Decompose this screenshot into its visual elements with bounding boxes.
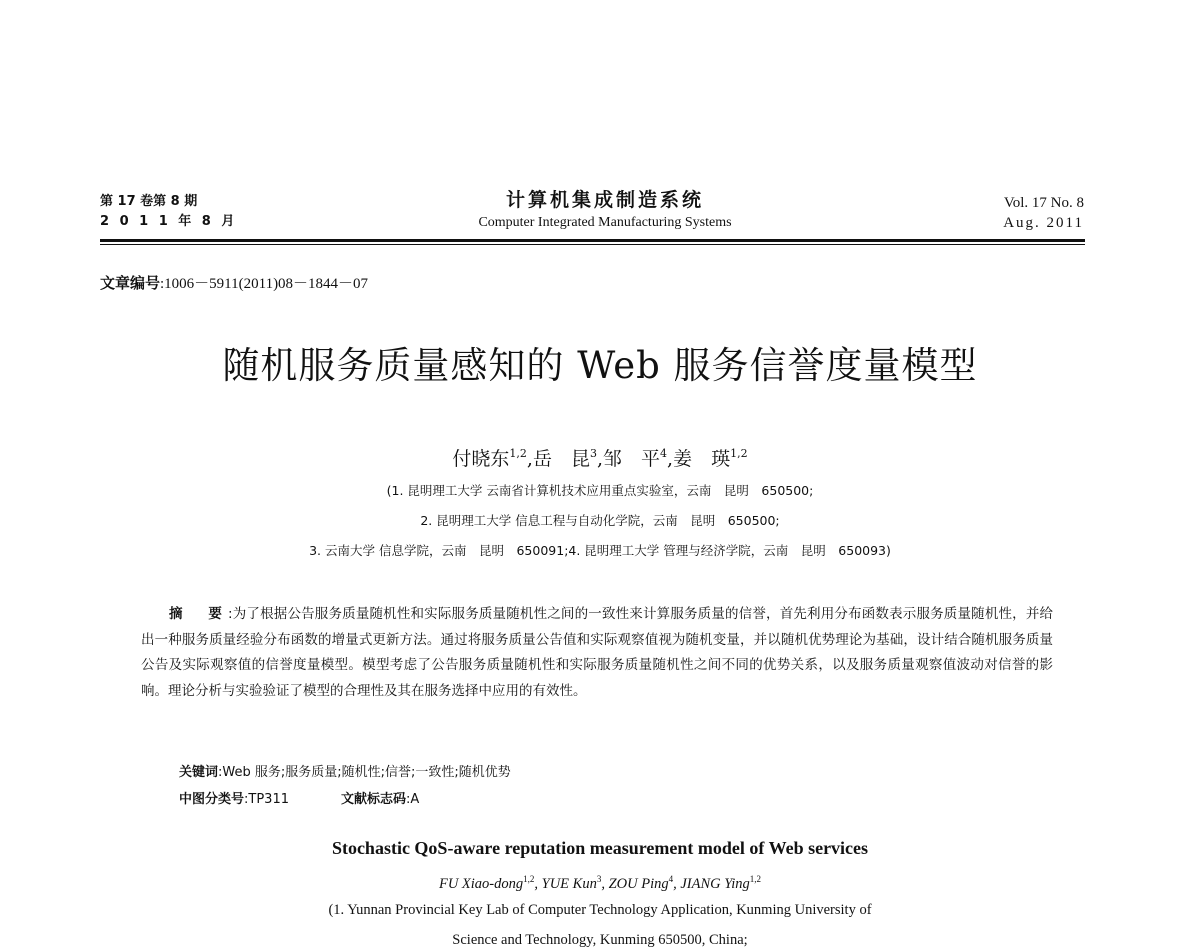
author-separator: ,	[667, 448, 674, 470]
english-author-separator: ,	[673, 876, 681, 892]
date-en: Aug. 2011	[1003, 215, 1084, 231]
author-name: 邹 平	[603, 448, 661, 470]
author-name: 岳 昆	[532, 448, 590, 470]
author-affiliation-mark: 1,2	[730, 447, 748, 460]
paper-title: 随机服务质量感知的 Web 服务信誉度量模型	[222, 344, 978, 387]
english-affiliation-line: Science and Technology, Kunming 650500, China;	[452, 932, 748, 948]
classification	[179, 790, 419, 810]
keywords-label: 关键词	[179, 765, 219, 780]
date-cn: 2 0 1 1 年 8 月	[100, 214, 238, 229]
english-author-separator: ,	[601, 876, 609, 892]
affiliation-line: 2. 昆明理工大学 信息工程与自动化学院，云南 昆明 650500;	[420, 513, 780, 528]
article-number-value: :1006－5911(2011)08－1844－07	[160, 276, 369, 292]
english-author-name: FU Xiao-dong	[438, 876, 524, 892]
header-center	[360, 187, 850, 233]
keywords	[179, 763, 511, 783]
doc-code-value: :A	[406, 792, 420, 807]
english-author-mark: 4	[668, 874, 674, 884]
author-affiliation-mark: 3	[589, 447, 597, 460]
english-author-name: ZOU Ping	[608, 876, 669, 892]
author-affiliation-mark: 4	[660, 447, 668, 460]
volume-issue-en: Vol. 17 No. 8	[1003, 195, 1084, 211]
english-author-name: YUE Kun	[541, 876, 597, 892]
article-number	[100, 272, 368, 295]
journal-name-cn: 计算机集成制造系统	[505, 189, 704, 211]
volume-issue-cn: 第 17 卷第 8 期	[100, 194, 198, 209]
author-separator: ,	[596, 448, 604, 470]
abstract-text: :为了根据公告服务质量随机性和实际服务质量随机性之间的一致性来计算服务质量的信誉，首先利用分布函数表示服务质量随机性，并给出一种服务质量经验分布函数的增量式更新方法。通过将服务质量公告值和实际观察值视为随机变量，并以随机优势理论为基础，设计结合随机服务质量公告及实际观察值的信誉度量模型。模型考虑了公告服务质量随机性和实际服务质量随机性之间不同的优势关系，以及服务质量观察值波动对信誉的影响。理论分析与实验验证了模型的合理性及其在服务选择中应用的有效性。	[141, 606, 1054, 699]
author-name: 姜 瑛	[673, 448, 731, 470]
english-author-separator: ,	[534, 876, 542, 892]
journal-name-en: Computer Integrated Manufacturing Systems	[478, 215, 732, 230]
keywords-value: :Web 服务;服务质量;随机性;信誉;一致性;随机优势	[218, 765, 511, 780]
article-number-label: 文章编号	[100, 274, 161, 292]
abstract-label: 摘 要	[169, 606, 229, 622]
doc-code-label: 文献标志码	[341, 792, 407, 807]
english-author-mark: 3	[596, 874, 602, 884]
english-affiliation-line: (1. Yunnan Provincial Key Lab of Computer Technology Application, Kunming University of	[328, 902, 872, 918]
author-separator: ,	[526, 448, 533, 470]
affiliation-line: (1. 昆明理工大学 云南省计算机技术应用重点实验室，云南 昆明 650500;	[386, 483, 814, 498]
header-rule-thick	[100, 239, 1085, 242]
abstract	[141, 602, 1053, 704]
clc-value: :TP311	[244, 792, 289, 807]
affiliation-line: 3. 云南大学 信息学院，云南 昆明 650091;4. 昆明理工大学 管理与经济学院，云南 昆明 650093)	[309, 543, 891, 558]
header-right	[1003, 193, 1084, 233]
english-author-list	[0, 869, 1200, 894]
english-author-name: JIANG Ying	[680, 876, 750, 892]
header-left	[100, 192, 237, 232]
author-list	[0, 441, 1200, 472]
english-author-mark: 1,2	[749, 874, 762, 884]
english-title: Stochastic QoS-aware reputation measurement model of Web services	[331, 838, 869, 858]
header-rule-thin	[100, 244, 1085, 245]
english-author-mark: 1,2	[523, 874, 535, 884]
author-name: 付晓东	[452, 448, 510, 470]
clc-label: 中图分类号	[179, 792, 245, 807]
author-affiliation-mark: 1,2	[509, 447, 527, 460]
